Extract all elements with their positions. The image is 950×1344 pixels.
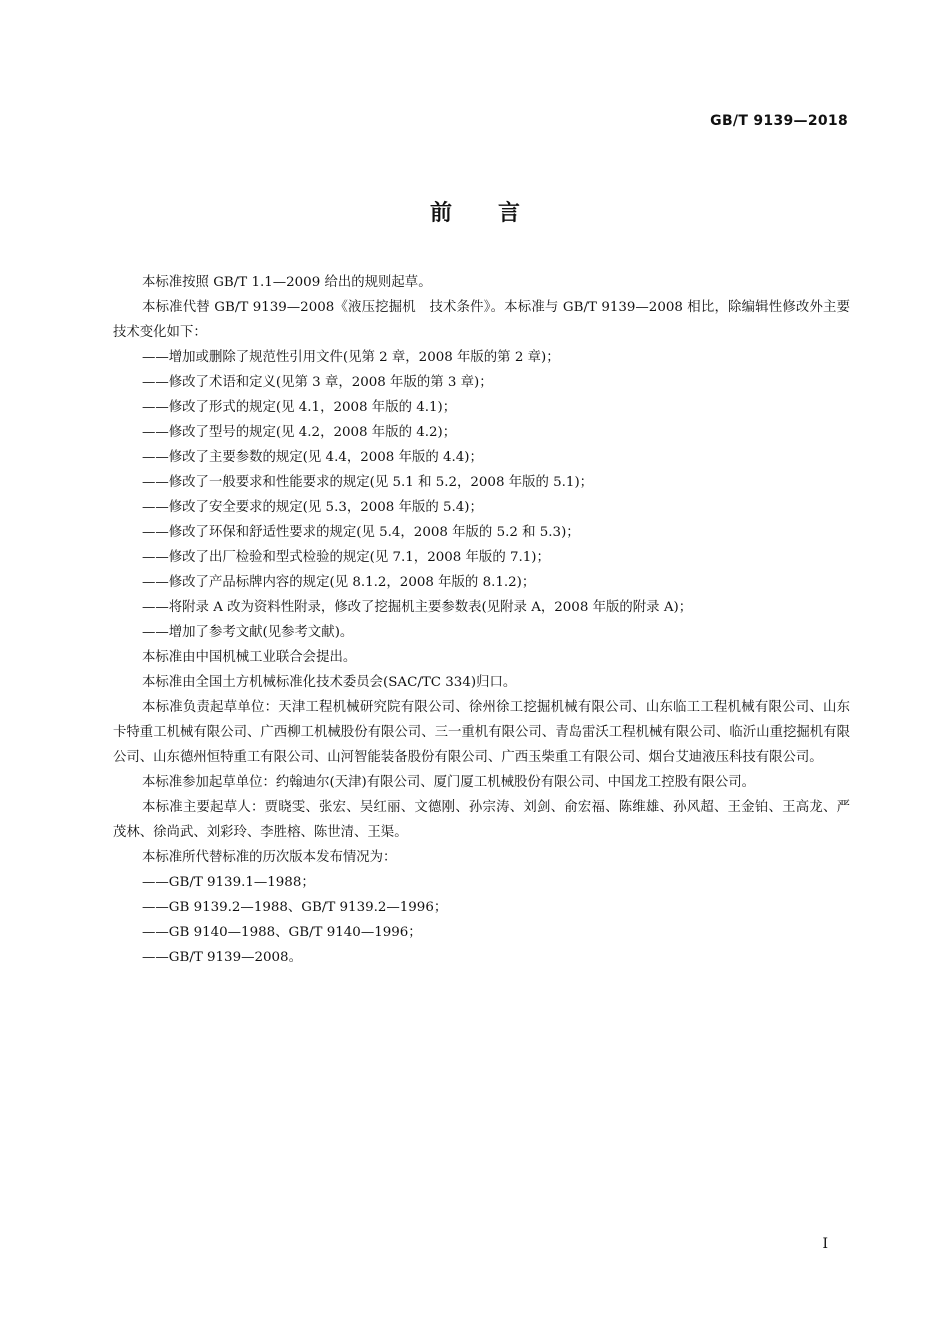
history-item: ——GB/T 9139.1—1988；	[142, 875, 315, 890]
change-item: ——修改了环保和舒适性要求的规定(见 5.4，2008 年版的 5.2 和 5.3)；	[142, 525, 580, 540]
change-item: ——修改了出厂检验和型式检验的规定(见 7.1，2008 年版的 7.1)；	[142, 550, 550, 565]
history-item: ——GB 9139.2—1988、GB/T 9139.2—1996；	[142, 900, 448, 915]
change-item: ——增加或删除了规范性引用文件(见第 2 章，2008 年版的第 2 章)；	[142, 350, 560, 365]
change-item: ——将附录 A 改为资料性附录，修改了挖掘机主要参数表(见附录 A，2008 年版的附录 A)；	[142, 600, 693, 615]
lead-units-paragraph: 本标准负责起草单位：天津工程机械研究院有限公司、徐州徐工挖掘机械有限公司、山东临工工程机械有限公司、山东卡特重工机械有限公司、广西柳工机械股份有限公司、三一重机有限公司、青岛雷沃工程机械有限公司、临沂山重挖掘机有限公司、山东德州恒特重工有限公司、山河智能装备股份有限公司、广西玉柴重工有限公司、烟台艾迪液压科技有限公司。	[113, 700, 850, 765]
change-item: ——修改了主要参数的规定(见 4.4，2008 年版的 4.4)；	[142, 450, 483, 465]
page-number: Ⅰ	[822, 1236, 828, 1252]
drafting-rule-paragraph: 本标准按照 GB/T 1.1—2009 给出的规则起草。	[142, 275, 432, 290]
drafters-paragraph: 本标准主要起草人：贾晓雯、张宏、吴红丽、文德刚、孙宗涛、刘剑、俞宏福、陈维雄、孙风超、王金铂、王高龙、严茂林、徐尚武、刘彩玲、李胜榕、陈世清、王渠。	[113, 800, 850, 840]
change-item: ——修改了一般要求和性能要求的规定(见 5.1 和 5.2，2008 年版的 5.1)；	[142, 475, 594, 490]
change-item: ——修改了型号的规定(见 4.2，2008 年版的 4.2)；	[142, 425, 457, 440]
committee-paragraph: 本标准由全国土方机械标准化技术委员会(SAC/TC 334)归口。	[142, 675, 517, 690]
proposer-paragraph: 本标准由中国机械工业联合会提出。	[142, 650, 357, 665]
change-item: ——修改了术语和定义(见第 3 章，2008 年版的第 3 章)；	[142, 375, 493, 390]
standard-code: GB/T 9139—2018	[710, 113, 848, 129]
history-intro-paragraph: 本标准所代替标准的历次版本发布情况为：	[142, 850, 397, 865]
foreword-body	[113, 270, 850, 970]
change-item: ——修改了安全要求的规定(见 5.3，2008 年版的 5.4)；	[142, 500, 483, 515]
page-title: 前言	[429, 201, 566, 226]
history-item: ——GB/T 9139—2008。	[142, 950, 302, 965]
history-item: ——GB 9140—1988、GB/T 9140—1996；	[142, 925, 422, 940]
replacement-paragraph: 本标准代替 GB/T 9139—2008《液压挖掘机 技术条件》。本标准与 GB/T 9139—2008 相比，除编辑性修改外主要技术变化如下：	[113, 300, 850, 340]
change-item: ——修改了形式的规定(见 4.1，2008 年版的 4.1)；	[142, 400, 457, 415]
participating-units-paragraph: 本标准参加起草单位：约翰迪尔(天津)有限公司、厦门厦工机械股份有限公司、中国龙工控股有限公司。	[142, 775, 756, 790]
change-item: ——修改了产品标牌内容的规定(见 8.1.2，2008 年版的 8.1.2)；	[142, 575, 536, 590]
change-item: ——增加了参考文献(见参考文献)。	[142, 625, 354, 640]
